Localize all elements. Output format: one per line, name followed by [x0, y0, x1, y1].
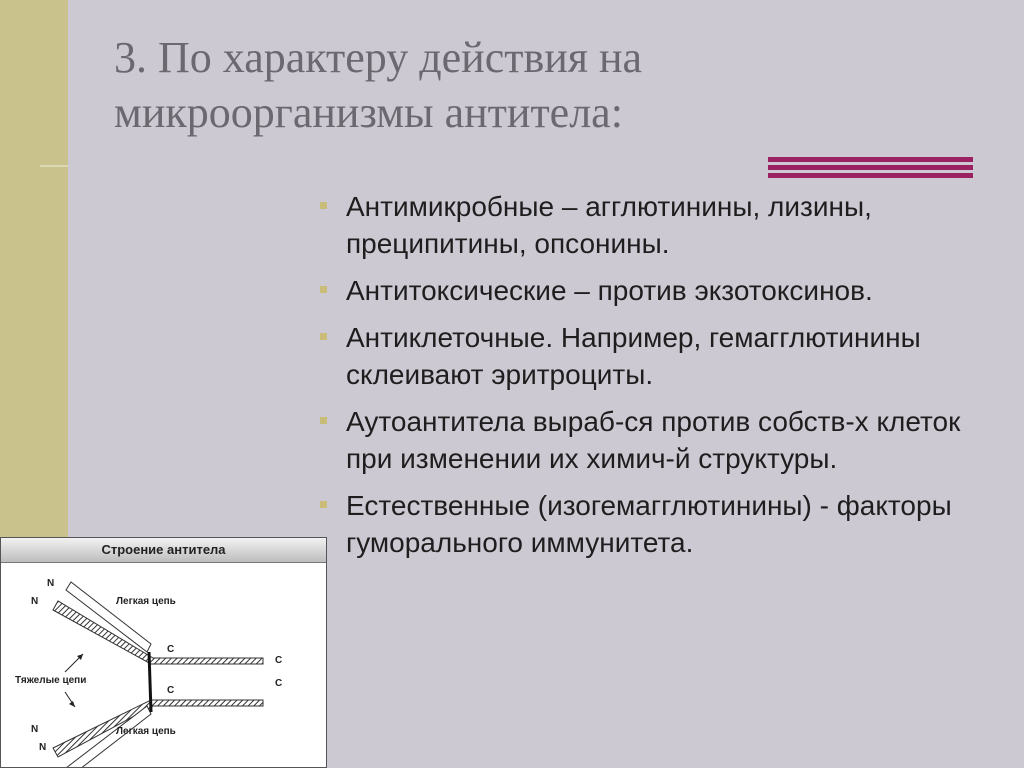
bullet-list	[316, 188, 1006, 571]
list-item	[316, 188, 1006, 262]
light-chain-bottom-label: Легкая цепь	[116, 726, 176, 737]
bullet-marker-icon	[320, 286, 327, 293]
bullet-text: Антиклеточные. Например, гемагглютинины склеивают эритроциты.	[346, 322, 921, 390]
diagram-title: Строение антитела	[1, 538, 326, 563]
accent-line-2	[768, 165, 973, 170]
bullet-text: Естественные (изогемагглютинины) - факторы гуморального иммунитета.	[346, 490, 952, 558]
bullet-marker-icon	[320, 501, 327, 508]
hinge-bond	[149, 652, 151, 712]
heavy-chain-top	[53, 601, 263, 664]
c-label: C	[167, 644, 175, 655]
n-label: N	[31, 724, 39, 735]
accent-line-3	[768, 173, 973, 178]
list-item	[316, 403, 1006, 477]
list-item	[316, 319, 1006, 393]
bullet-marker-icon	[320, 333, 327, 340]
bullet-marker-icon	[320, 417, 327, 424]
list-item	[316, 487, 1006, 561]
bullet-marker-icon	[320, 202, 327, 209]
antibody-structure-diagram	[0, 537, 327, 768]
c-label: C	[275, 655, 283, 666]
c-label: C	[275, 678, 283, 689]
title-accent-lines	[768, 157, 973, 179]
arrow-head-icon	[69, 701, 75, 707]
heavy-chains-label: Тяжелые цепи	[15, 675, 87, 686]
title-line-1: 3. По характеру действия на	[114, 33, 643, 82]
list-item	[316, 272, 1006, 309]
n-label: N	[47, 578, 55, 589]
title-line-2: микроорганизмы антитела:	[114, 88, 623, 137]
bullet-text: Аутоантитела выраб-ся против собств-х клеток при изменении их химич-й структуры.	[346, 406, 961, 474]
n-label: N	[31, 596, 39, 607]
light-chain-top-label: Легкая цепь	[116, 596, 176, 607]
band-notch	[40, 165, 68, 167]
bullet-text: Антитоксические – против экзотоксинов.	[346, 275, 873, 306]
n-label: N	[39, 742, 47, 753]
accent-line-1	[768, 157, 973, 162]
antibody-drawing	[1, 562, 326, 767]
bullet-text: Антимикробные – агглютинины, лизины, преципитины, опсонины.	[346, 191, 872, 259]
slide-title	[114, 30, 934, 140]
c-label: C	[167, 685, 175, 696]
